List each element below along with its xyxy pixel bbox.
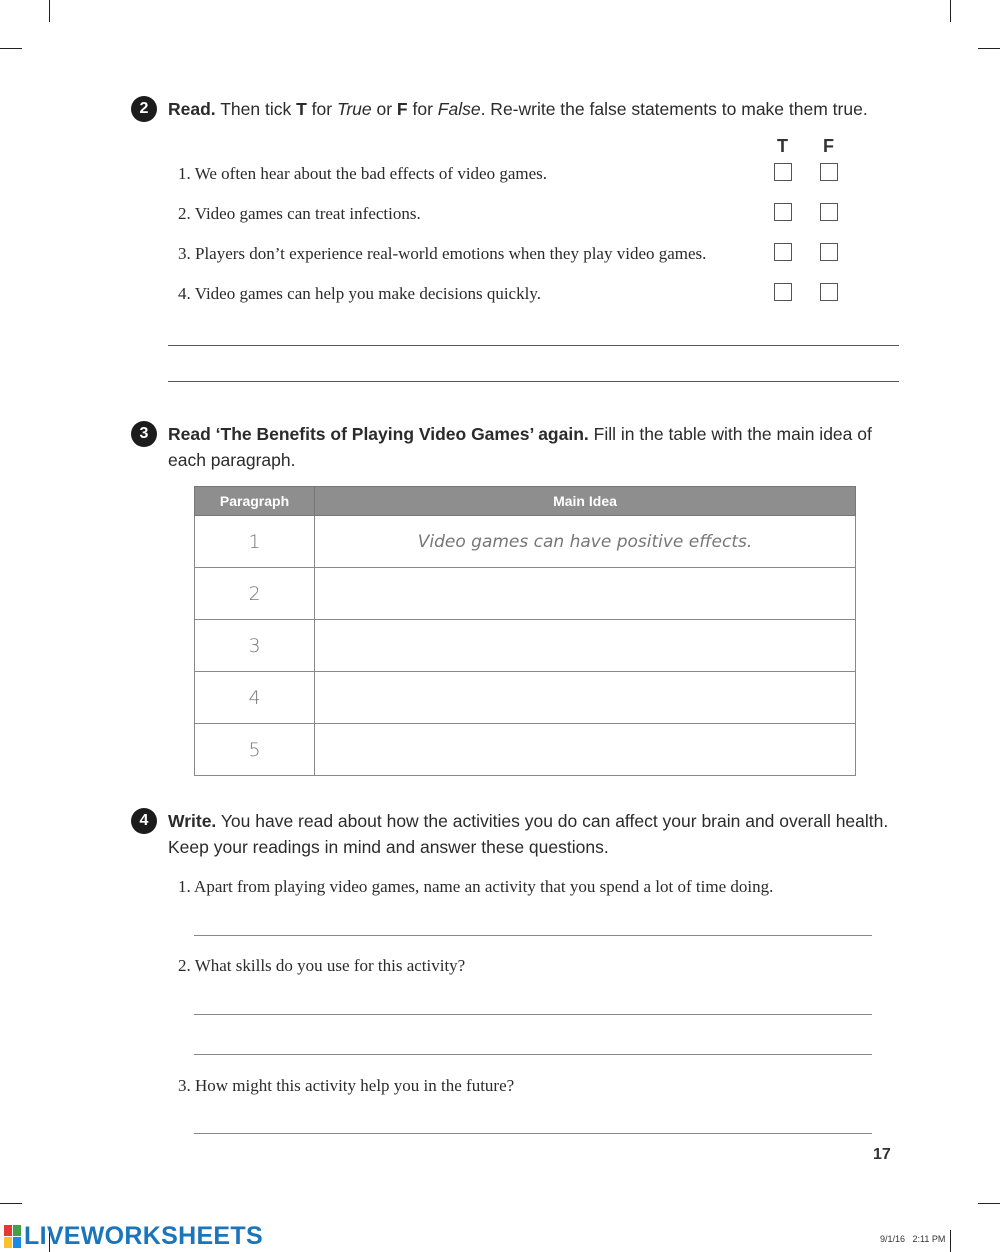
false-checkbox-2[interactable] xyxy=(820,203,838,221)
instruction-text: . Re-write the false statements to make them true. xyxy=(480,99,868,119)
true-checkbox-3[interactable] xyxy=(774,243,792,261)
exercise-2-number: 2 xyxy=(131,96,157,122)
question-2: 2. What skills do you use for this activity? xyxy=(178,956,466,975)
print-stamp: 9/1/16 2:11 PM xyxy=(880,1234,946,1244)
exercise-4-instruction xyxy=(168,808,898,860)
liveworksheets-logo xyxy=(4,1221,263,1251)
instruction-false: False xyxy=(437,99,481,119)
true-column-header: T xyxy=(777,136,788,156)
exercise-3-number: 3 xyxy=(131,421,157,447)
main-idea-cell[interactable] xyxy=(315,568,856,620)
page-number: 17 xyxy=(873,1146,891,1163)
answer-line-1[interactable] xyxy=(194,935,872,936)
logo-text: LIVEWORKSHEETS xyxy=(24,1221,263,1250)
instruction-bold: Write. xyxy=(168,811,217,831)
main-idea-cell[interactable] xyxy=(315,724,856,776)
crop-mark xyxy=(978,1203,1000,1204)
paragraph-number: 3 xyxy=(195,620,315,672)
instruction-text: Then tick xyxy=(215,99,297,119)
table-row xyxy=(195,568,856,620)
false-column-header: F xyxy=(823,136,834,156)
question-1: 1. Apart from playing video games, name an activity that you spend a lot of time doing. xyxy=(178,877,774,896)
instruction-text: or xyxy=(371,99,397,119)
paragraph-number: 5 xyxy=(195,724,315,776)
crop-mark xyxy=(49,0,50,22)
main-idea-cell[interactable] xyxy=(315,620,856,672)
instruction-text: You have read about how the activities you do can affect your brain and overall health. Keep your readings in mind and answer these questions. xyxy=(168,811,889,857)
table-row xyxy=(195,724,856,776)
instruction-bold: Read. xyxy=(168,99,216,119)
paragraph-number: 1 xyxy=(195,516,315,568)
answer-line-2a[interactable] xyxy=(194,1014,872,1015)
instruction-t: T xyxy=(296,99,307,119)
exercise-4-number: 4 xyxy=(131,808,157,834)
crop-mark xyxy=(950,0,951,22)
paragraph-column-header: Paragraph xyxy=(195,487,315,516)
false-checkbox-1[interactable] xyxy=(820,163,838,181)
instruction-text: Fill in the table with the main idea of each paragraph. xyxy=(168,424,872,470)
exercise-3-instruction xyxy=(168,421,898,473)
paragraph-number: 2 xyxy=(195,568,315,620)
true-checkbox-4[interactable] xyxy=(774,283,792,301)
main-idea-column-header: Main Idea xyxy=(315,487,856,516)
answer-line-2b[interactable] xyxy=(194,1054,872,1055)
paragraph-number: 4 xyxy=(195,672,315,724)
rewrite-line-1[interactable] xyxy=(168,345,899,346)
true-checkbox-2[interactable] xyxy=(774,203,792,221)
statement-1: 1. We often hear about the bad effects of video games. xyxy=(178,164,548,183)
main-idea-cell[interactable]: Video games can have positive effects. xyxy=(315,516,856,568)
instruction-text: for xyxy=(407,99,438,119)
question-3: 3. How might this activity help you in the future? xyxy=(178,1076,515,1095)
table-row xyxy=(195,672,856,724)
instruction-true: True xyxy=(336,99,372,119)
false-checkbox-3[interactable] xyxy=(820,243,838,261)
crop-mark xyxy=(978,48,1000,49)
answer-line-3[interactable] xyxy=(194,1133,872,1134)
main-idea-cell[interactable] xyxy=(315,672,856,724)
instruction-bold: Read ‘The Benefits of Playing Video Games’ again. xyxy=(168,424,589,444)
crop-mark xyxy=(0,1203,22,1204)
table-row xyxy=(195,620,856,672)
statement-2: 2. Video games can treat infections. xyxy=(178,204,421,223)
false-checkbox-4[interactable] xyxy=(820,283,838,301)
statement-4: 4. Video games can help you make decisions quickly. xyxy=(178,284,541,303)
main-idea-table xyxy=(194,486,856,776)
true-checkbox-1[interactable] xyxy=(774,163,792,181)
rewrite-line-2[interactable] xyxy=(168,381,899,382)
logo-blocks-icon xyxy=(4,1225,21,1248)
crop-mark xyxy=(0,48,22,49)
instruction-text: for xyxy=(306,99,337,119)
exercise-2-instruction xyxy=(168,96,898,122)
table-row xyxy=(195,516,856,568)
statement-3: 3. Players don’t experience real-world emotions when they play video games. xyxy=(178,244,707,263)
crop-mark xyxy=(950,1230,951,1252)
instruction-f: F xyxy=(396,99,408,119)
